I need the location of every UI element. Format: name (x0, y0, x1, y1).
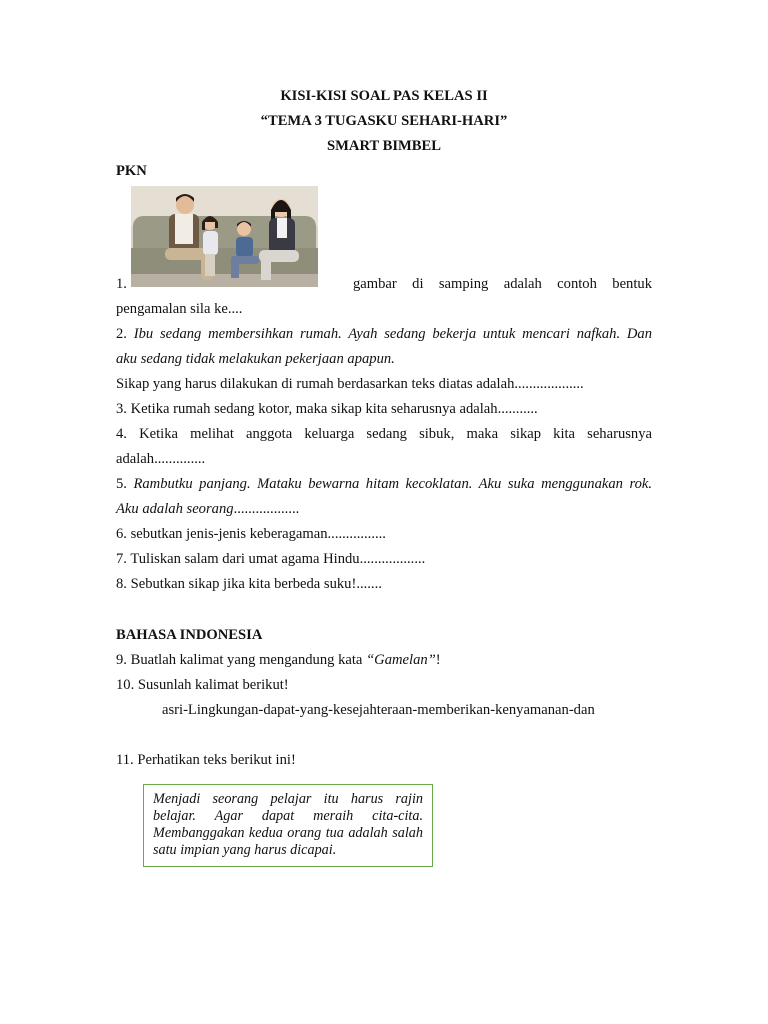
question-5-passage-b: Aku adalah seorang (116, 501, 234, 517)
question-1 (116, 276, 652, 293)
doc-title-2: “TEMA 3 TUGASKU SEHARI-HARI” (260, 113, 508, 129)
question-2-line-1 (116, 326, 652, 343)
question-9-end: ! (435, 652, 441, 668)
question-1-text-a: gambar di samping adalah contoh bentuk (353, 276, 652, 292)
question-5-number: 5. (116, 476, 127, 492)
question-1-number: 1. (116, 276, 127, 292)
question-2-prompt: Sikap yang harus dilakukan di rumah berdasarkan teks diatas adalah................... (116, 376, 584, 392)
question-7: 7. Tuliskan salam dari umat agama Hindu.................. (116, 551, 426, 567)
section-heading-pkn: PKN (116, 163, 147, 179)
question-9-keyword: “Gamelan” (366, 652, 436, 668)
doc-title-1: KISI-KISI SOAL PAS KELAS II (280, 88, 488, 104)
question-10-scrambled-words: asri-Lingkungan-dapat-yang-kesejahteraan-memberikan-kenyamanan-dan (162, 702, 595, 718)
question-5-line-1 (116, 476, 652, 493)
doc-title-3: SMART BIMBEL (327, 138, 441, 154)
family-photo (131, 186, 318, 287)
question-5-passage-a: Rambutku panjang. Mataku bewarna hitam kecoklatan. Aku suka menggunakan rok. (133, 476, 652, 492)
question-2-passage-b: aku sedang tidak melakukan pekerjaan apapun. (116, 351, 395, 367)
question-9-text: 9. Buatlah kalimat yang mengandung kata (116, 652, 367, 668)
section-heading-bahasa-indonesia: BAHASA INDONESIA (116, 627, 263, 643)
question-2-passage-a: Ibu sedang membersihkan rumah. Ayah sedang bekerja untuk mencari nafkah. Dan (133, 326, 653, 342)
question-5-blank: .................. (233, 501, 300, 517)
reading-passage-text: Menjadi seorang pelajar itu harus rajin belajar. Agar dapat meraih cita-cita. Membanggakan kedua orang tua adalah salah satu impian yang harus dicapai. (153, 791, 423, 858)
question-5-line-2 (116, 501, 652, 518)
question-4-line-2: adalah.............. (116, 451, 206, 467)
question-9 (116, 652, 652, 669)
question-1-text-b: pengamalan sila ke.... (116, 301, 243, 317)
question-8: 8. Sebutkan sikap jika kita berbeda suku!....... (116, 576, 382, 592)
question-4-line-1: 4. Ketika melihat anggota keluarga sedang sibuk, maka sikap kita seharusnya (116, 426, 652, 442)
question-3: 3. Ketika rumah sedang kotor, maka sikap kita seharusnya adalah........... (116, 401, 538, 417)
question-11: 11. Perhatikan teks berikut ini! (116, 752, 296, 768)
question-6: 6. sebutkan jenis-jenis keberagaman................ (116, 526, 386, 542)
question-2-number: 2. (116, 326, 127, 342)
reading-passage-box (143, 784, 433, 867)
question-10: 10. Susunlah kalimat berikut! (116, 677, 289, 693)
